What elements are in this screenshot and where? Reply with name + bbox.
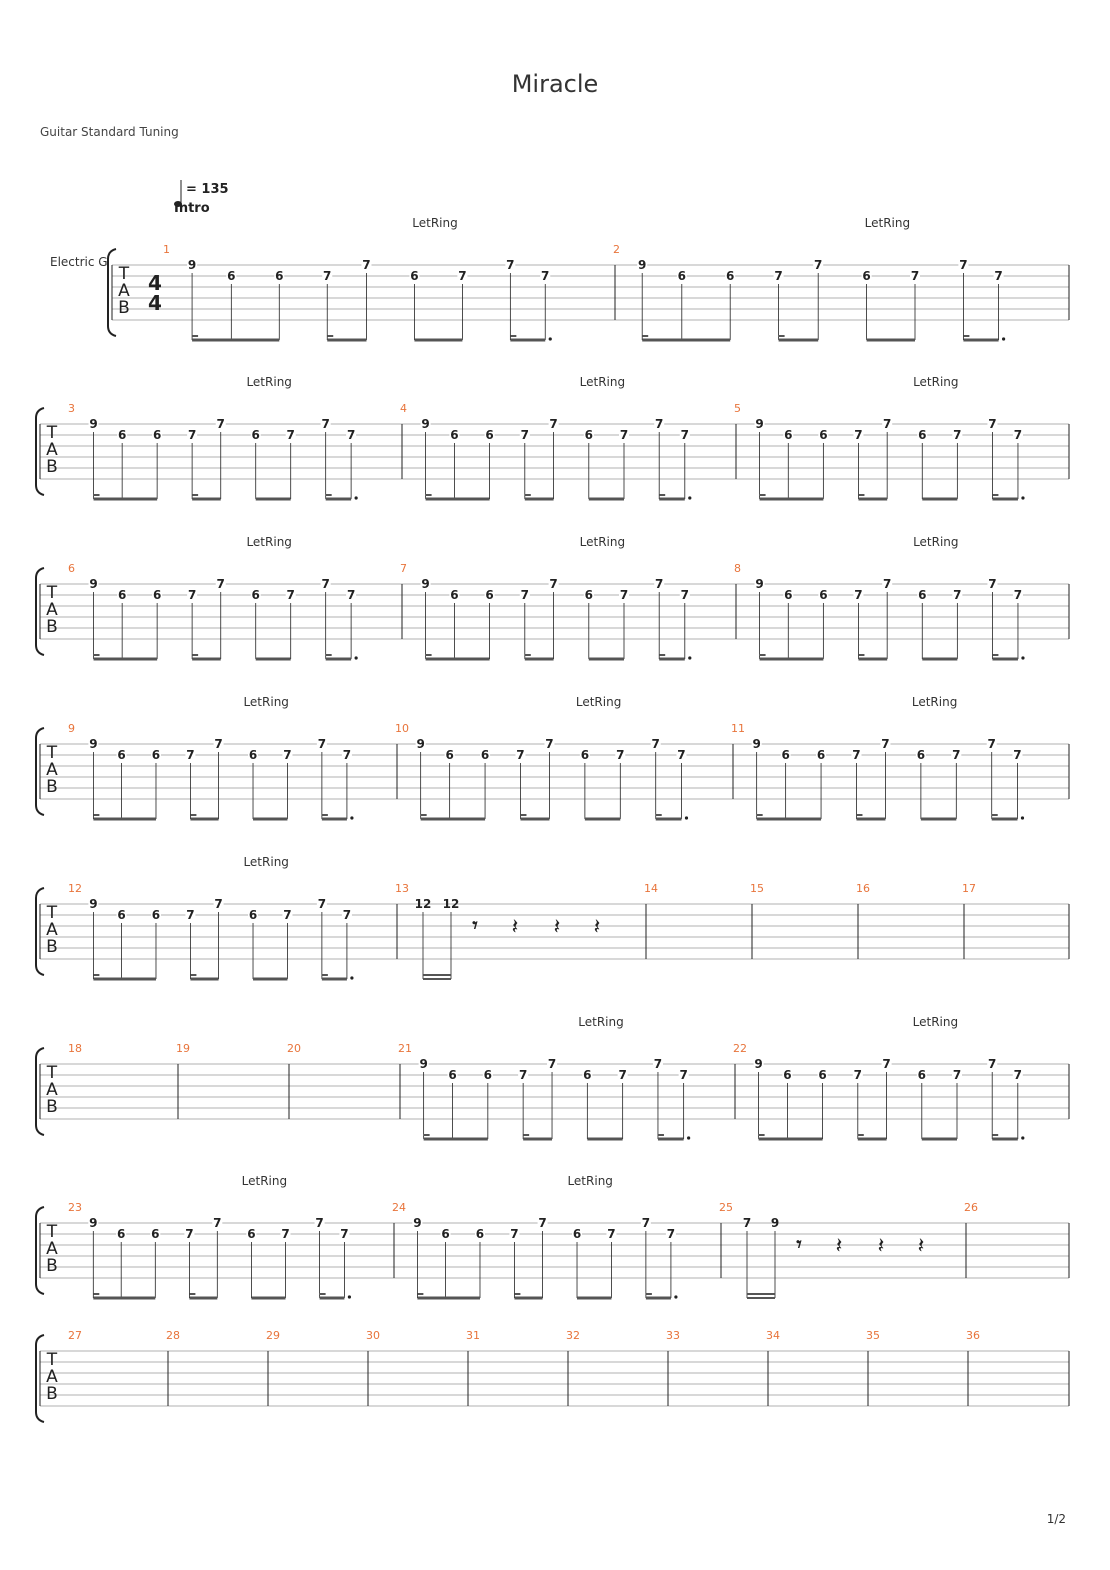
fret-number: 9	[187, 258, 197, 272]
fret-number: 7	[283, 908, 292, 922]
fret-number: 7	[680, 428, 689, 442]
fret-number: 6	[248, 908, 258, 922]
fret-number: 6	[583, 1068, 592, 1082]
fret-number: 6	[247, 1227, 256, 1241]
fret-number: 6	[450, 588, 459, 602]
fret-number: 6	[248, 748, 258, 762]
measure-number: 17	[962, 882, 976, 895]
tab-clef-letter: B	[46, 1384, 58, 1404]
tab-clef-letter: A	[46, 600, 58, 620]
tab-clef-letter: T	[46, 903, 58, 923]
measure-number: 13	[395, 882, 409, 895]
fret-number: 7	[281, 1227, 290, 1241]
fret-number: 7	[953, 428, 962, 442]
fret-number: 7	[340, 1227, 349, 1241]
measure-number: 23	[68, 1201, 82, 1214]
fret-number: 6	[275, 269, 284, 283]
fret-number: 7	[742, 1216, 752, 1230]
fret-number: 7	[186, 748, 195, 762]
fret-number: 6	[816, 748, 826, 762]
dotted-note	[1021, 1136, 1024, 1139]
fret-number: 6	[784, 588, 793, 602]
song-title: Miracle	[511, 70, 599, 98]
tuning-label: Guitar Standard Tuning	[40, 125, 179, 139]
tab-clef-letter: T	[46, 743, 58, 763]
fret-number: 7	[666, 1227, 676, 1241]
tempo-marking: = 135	[186, 182, 229, 197]
quarter-rest: 𝄽	[917, 1234, 925, 1259]
fret-number: 7	[342, 908, 352, 922]
tab-clef-letter: B	[118, 298, 130, 318]
fret-number: 6	[677, 269, 686, 283]
fret-number: 7	[1013, 1068, 1022, 1082]
fret-number: 6	[441, 1227, 450, 1241]
measure-number: 18	[68, 1042, 82, 1055]
fret-number: 7	[814, 258, 823, 272]
fret-number: 7	[677, 748, 686, 762]
fret-number: 6	[862, 269, 871, 283]
fret-number: 7	[321, 417, 330, 431]
fret-number: 6	[450, 428, 459, 442]
fret-number: 7	[619, 428, 629, 442]
let-ring-label: LetRing	[913, 535, 959, 549]
section-marker: Intro	[174, 201, 210, 216]
let-ring-label: LetRing	[243, 855, 289, 869]
measure-number: 4	[400, 402, 407, 415]
fret-number: 6	[818, 1068, 827, 1082]
tab-clef-letter: T	[46, 583, 58, 603]
tab-clef-letter: T	[118, 264, 130, 284]
fret-number: 7	[655, 577, 664, 591]
fret-number: 7	[774, 269, 783, 283]
fret-number: 7	[1013, 588, 1023, 602]
fret-number: 7	[518, 1068, 528, 1082]
fret-number: 7	[881, 737, 890, 751]
dotted-note	[1021, 496, 1024, 499]
fret-number: 7	[1013, 748, 1022, 762]
fret-number: 7	[549, 577, 558, 591]
fret-number: 7	[520, 428, 529, 442]
dotted-note	[1002, 337, 1005, 340]
fret-number: 9	[755, 417, 764, 431]
fret-number: 7	[346, 428, 356, 442]
measure-number: 6	[68, 562, 75, 575]
dotted-note	[549, 337, 552, 340]
fret-number: 7	[852, 748, 861, 762]
fret-number: 9	[416, 737, 425, 751]
fret-number: 9	[419, 1057, 428, 1071]
measure-number: 11	[731, 722, 745, 735]
tab-clef-letter: A	[46, 440, 58, 460]
let-ring-label: LetRing	[246, 535, 292, 549]
fret-number: 6	[445, 748, 454, 762]
track-name: Electric G	[50, 255, 108, 269]
dotted-note	[687, 1136, 690, 1139]
let-ring-label: LetRing	[579, 375, 626, 389]
tab-clef-letter: B	[46, 1256, 58, 1276]
fret-number: 6	[918, 588, 927, 602]
fret-number: 7	[187, 588, 197, 602]
fret-number: 6	[251, 588, 260, 602]
fret-number: 6	[917, 1068, 926, 1082]
measure-number: 28	[166, 1329, 180, 1342]
fret-number: 6	[117, 588, 127, 602]
fret-number: 6	[410, 269, 419, 283]
measure-number: 7	[400, 562, 407, 575]
fret-number: 6	[480, 748, 490, 762]
measure-number: 16	[856, 882, 870, 895]
fret-number: 7	[213, 1216, 222, 1230]
fret-number: 7	[187, 428, 197, 442]
fret-number: 7	[216, 417, 225, 431]
dotted-note	[350, 816, 353, 819]
fret-number: 7	[616, 748, 625, 762]
measure-number: 24	[392, 1201, 406, 1214]
quarter-rest: 𝄽	[553, 915, 561, 940]
fret-number: 7	[988, 1057, 997, 1071]
dotted-note	[685, 816, 688, 819]
fret-number: 7	[653, 1057, 663, 1071]
fret-number: 9	[421, 577, 430, 591]
fret-number: 6	[152, 588, 162, 602]
fret-number: 7	[988, 577, 997, 591]
tab-clef-letter: B	[46, 937, 58, 957]
tab-clef-letter: A	[46, 1239, 58, 1259]
fret-number: 7	[952, 1068, 962, 1082]
fret-number: 7	[549, 417, 558, 431]
tab-clef-letter: A	[46, 920, 58, 940]
fret-number: 6	[819, 428, 828, 442]
let-ring-label: LetRing	[912, 1015, 959, 1029]
fret-number: 7	[283, 748, 292, 762]
fret-number: 7	[619, 588, 629, 602]
fret-number: 7	[618, 1068, 627, 1082]
dotted-note	[688, 656, 691, 659]
fret-number: 7	[987, 737, 996, 751]
fret-number: 7	[545, 737, 554, 751]
measure-number: 32	[566, 1329, 580, 1342]
fret-number: 7	[988, 417, 997, 431]
tab-clef-letter: T	[46, 1063, 58, 1083]
fret-number: 7	[317, 897, 327, 911]
fret-number: 9	[755, 577, 764, 591]
dotted-note	[350, 976, 353, 979]
fret-number: 9	[89, 897, 98, 911]
measure-number: 36	[966, 1329, 980, 1342]
tab-clef-letter: B	[46, 617, 58, 637]
fret-number: 7	[185, 1227, 194, 1241]
measure-number: 15	[750, 882, 764, 895]
measure-number: 3	[68, 402, 75, 415]
fret-number: 7	[458, 269, 467, 283]
fret-number: 6	[448, 1068, 457, 1082]
tab-clef-letter: B	[46, 777, 58, 797]
measure-number: 30	[366, 1329, 380, 1342]
tab-clef-letter: A	[46, 760, 58, 780]
dotted-note	[674, 1295, 677, 1298]
quarter-rest: 𝄽	[877, 1234, 885, 1259]
fret-number: 7	[655, 417, 664, 431]
fret-number: 7	[680, 588, 689, 602]
fret-number: 7	[854, 428, 863, 442]
fret-number: 9	[638, 258, 647, 272]
fret-number: 7	[953, 588, 962, 602]
fret-number: 7	[952, 748, 961, 762]
fret-number: 7	[541, 269, 550, 283]
fret-number: 9	[421, 417, 430, 431]
let-ring-label: LetRing	[911, 695, 958, 709]
fret-number: 7	[882, 417, 892, 431]
page-number: 1/2	[1046, 1512, 1066, 1526]
time-signature-top: 4	[148, 271, 162, 295]
measure-number: 10	[395, 722, 409, 735]
fret-number: 9	[754, 1057, 763, 1071]
fret-number: 6	[485, 428, 494, 442]
measure-number: 5	[734, 402, 741, 415]
fret-number: 6	[117, 428, 127, 442]
fret-number: 6	[152, 428, 162, 442]
time-signature-bottom: 4	[148, 291, 162, 315]
quarter-rest: 𝄽	[511, 915, 519, 940]
fret-number: 6	[918, 428, 927, 442]
fret-number: 6	[819, 588, 828, 602]
tab-clef-letter: T	[46, 1222, 58, 1242]
fret-number: 9	[89, 737, 98, 751]
fret-number: 12	[414, 897, 432, 911]
fret-number: 7	[959, 258, 968, 272]
fret-number: 7	[520, 588, 529, 602]
fret-number: 9	[752, 737, 761, 751]
dotted-note	[1021, 656, 1024, 659]
fret-number: 6	[117, 748, 126, 762]
measure-number: 9	[68, 722, 75, 735]
tab-clef-letter: A	[46, 1367, 58, 1387]
fret-number: 6	[584, 428, 593, 442]
dotted-note	[688, 496, 691, 499]
let-ring-label: LetRing	[412, 216, 458, 230]
fret-number: 7	[607, 1227, 616, 1241]
fret-number: 7	[315, 1216, 324, 1230]
fret-number: 6	[580, 748, 590, 762]
dotted-note	[355, 656, 358, 659]
fret-number: 6	[783, 1068, 792, 1082]
measure-number: 27	[68, 1329, 82, 1342]
measure-number: 26	[964, 1201, 978, 1214]
quarter-rest: 𝄽	[835, 1234, 843, 1259]
fret-number: 6	[485, 588, 494, 602]
dotted-note	[1021, 816, 1024, 819]
fret-number: 7	[286, 428, 295, 442]
measure-number: 31	[466, 1329, 480, 1342]
fret-number: 7	[214, 737, 223, 751]
fret-number: 6	[584, 588, 593, 602]
measure-number: 22	[733, 1042, 747, 1055]
fret-number: 12	[442, 897, 460, 911]
fret-number: 6	[151, 748, 161, 762]
fret-number: 6	[483, 1068, 493, 1082]
fret-number: 7	[516, 748, 525, 762]
fret-number: 7	[679, 1068, 688, 1082]
fret-number: 7	[186, 908, 195, 922]
fret-number: 6	[227, 269, 236, 283]
fret-number: 7	[547, 1057, 557, 1071]
measure-number: 35	[866, 1329, 880, 1342]
fret-number: 7	[342, 748, 352, 762]
measure-number: 34	[766, 1329, 780, 1342]
measure-number: 8	[734, 562, 741, 575]
fret-number: 7	[882, 577, 892, 591]
let-ring-label: LetRing	[579, 535, 626, 549]
measure-number: 2	[613, 243, 620, 256]
fret-number: 7	[214, 897, 223, 911]
fret-number: 7	[506, 258, 515, 272]
fret-number: 9	[89, 417, 98, 431]
dotted-note	[348, 1295, 351, 1298]
fret-number: 6	[117, 908, 126, 922]
fret-number: 9	[89, 1216, 98, 1230]
tab-clef-letter: B	[46, 1097, 58, 1117]
fret-number: 6	[117, 1227, 126, 1241]
tab-clef-letter: T	[46, 423, 58, 443]
tab-clef-letter: T	[46, 1350, 58, 1370]
fret-number: 6	[781, 748, 790, 762]
fret-number: 7	[1013, 428, 1023, 442]
fret-number: 7	[538, 1216, 547, 1230]
fret-number: 7	[854, 588, 863, 602]
fret-number: 7	[641, 1216, 651, 1230]
fret-number: 7	[323, 269, 332, 283]
fret-number: 7	[510, 1227, 519, 1241]
let-ring-label: LetRing	[578, 1015, 624, 1029]
fret-number: 9	[89, 577, 98, 591]
measure-number: 25	[719, 1201, 733, 1214]
fret-number: 7	[882, 1057, 891, 1071]
let-ring-label: LetRing	[246, 375, 292, 389]
fret-number: 7	[346, 588, 356, 602]
eighth-rest: 𝄾	[796, 1232, 802, 1256]
measure-number: 12	[68, 882, 82, 895]
fret-number: 9	[413, 1216, 422, 1230]
let-ring-label: LetRing	[575, 695, 622, 709]
fret-number: 7	[362, 258, 371, 272]
fret-number: 6	[151, 1227, 160, 1241]
measure-number: 29	[266, 1329, 280, 1342]
fret-number: 6	[726, 269, 735, 283]
fret-number: 7	[286, 588, 295, 602]
let-ring-label: LetRing	[864, 216, 911, 230]
let-ring-label: LetRing	[241, 1174, 288, 1188]
measure-number: 14	[644, 882, 658, 895]
measure-number: 33	[666, 1329, 680, 1342]
let-ring-label: LetRing	[243, 695, 289, 709]
tab-clef-letter: A	[118, 281, 130, 301]
fret-number: 6	[916, 748, 926, 762]
fret-number: 7	[317, 737, 327, 751]
quarter-rest: 𝄽	[593, 915, 601, 940]
let-ring-label: LetRing	[567, 1174, 613, 1188]
fret-number: 6	[784, 428, 793, 442]
fret-number: 6	[475, 1227, 485, 1241]
fret-number: 7	[994, 269, 1003, 283]
fret-number: 7	[321, 577, 330, 591]
measure-number: 20	[287, 1042, 301, 1055]
fret-number: 7	[651, 737, 660, 751]
fret-number: 7	[853, 1068, 862, 1082]
fret-number: 6	[151, 908, 161, 922]
tab-clef-letter: A	[46, 1080, 58, 1100]
fret-number: 6	[251, 428, 260, 442]
measure-number: 19	[176, 1042, 190, 1055]
measure-number: 21	[398, 1042, 412, 1055]
fret-number: 9	[770, 1216, 780, 1230]
measure-number: 1	[163, 243, 170, 256]
dotted-note	[355, 496, 358, 499]
eighth-rest: 𝄾	[472, 913, 478, 937]
fret-number: 7	[216, 577, 225, 591]
fret-number: 6	[572, 1227, 582, 1241]
tab-clef-letter: B	[46, 457, 58, 477]
fret-number: 7	[910, 269, 920, 283]
let-ring-label: LetRing	[913, 375, 959, 389]
